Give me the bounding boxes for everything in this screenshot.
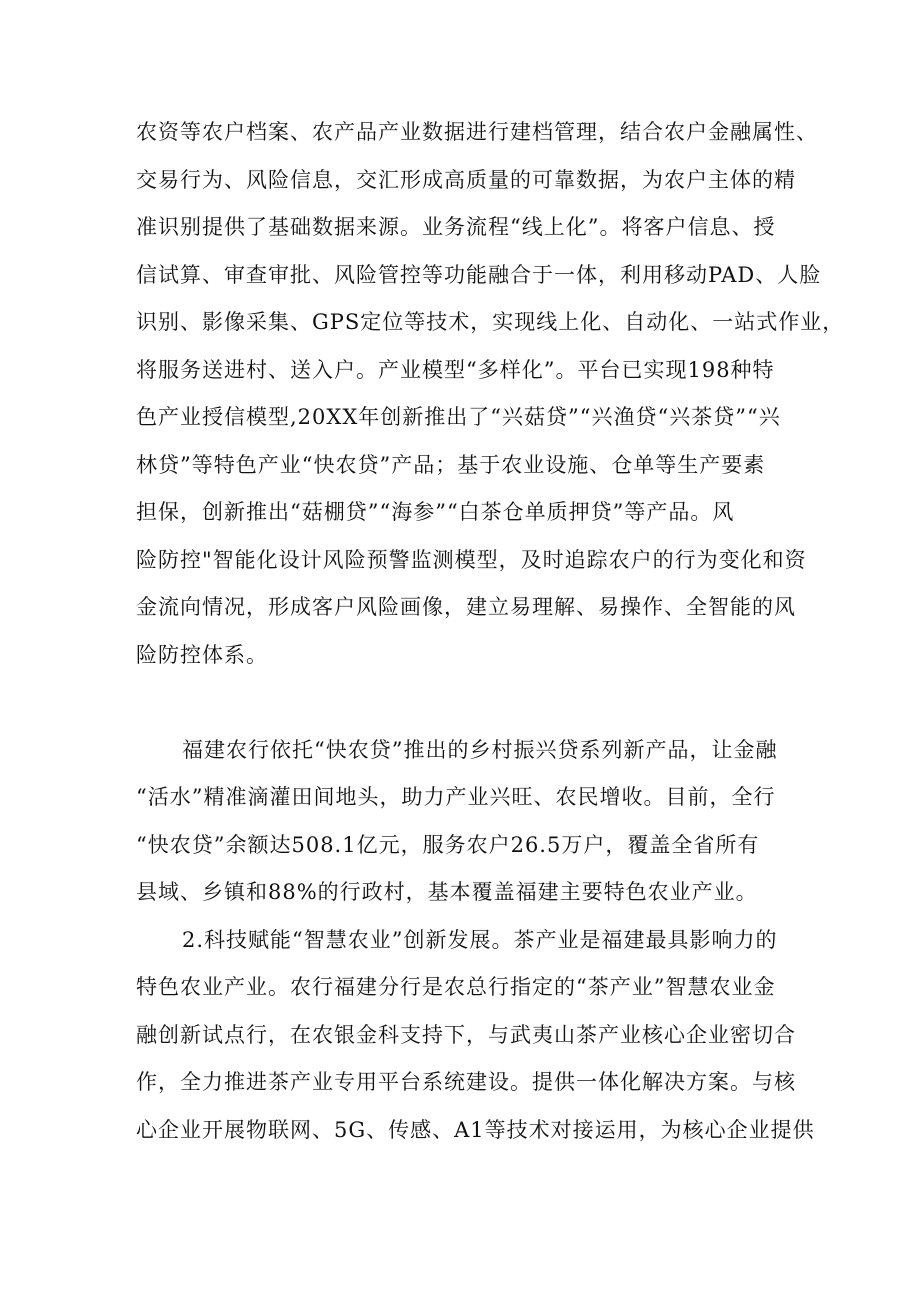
text-line: “活水”精准滴灌田间地头，助力产业兴旺、农民增收。目前，全行 — [136, 785, 776, 809]
text-line: 心企业开展物联网、5G、传感、A1等技术对接运用，为核心企业提供 — [136, 1118, 815, 1142]
text-line: 作，全力推进茶产业专用平台系统建设。提供一体化解决方案。与核 — [136, 1070, 796, 1094]
text-line: 险防控"智能化设计风险预警监测模型，及时追踪农户的行为变化和资 — [136, 548, 807, 572]
text-line: 色产业授信模型,20XX年创新推出了“兴菇贷”“兴渔贷“兴茶贷”“兴 — [136, 405, 781, 429]
text-line: 县域、乡镇和88%的行政村，基本覆盖福建主要特色农业产业。 — [136, 880, 758, 904]
text-line: 将服务送进村、送入户。产业模型“多样化”。平台已实现198种特 — [136, 358, 775, 382]
text-line: “快农贷”余额达508.1亿元，服务农户26.5万户，覆盖全省所有 — [136, 833, 760, 857]
text-line: 担保，创新推出“菇棚贷”“海参”“白茶仓单质押贷”等产品。风 — [136, 500, 735, 524]
text-line: 林贷”等特色产业“快农贷”产品；基于农业设施、仓单等生产要素 — [136, 453, 766, 477]
text-line: 信试算、审查审批、风险管控等功能融合于一体，利用移动PAD、人脸 — [136, 263, 822, 287]
text-line: 金流向情况，形成客户风险画像，建立易理解、易操作、全智能的风 — [136, 595, 796, 619]
text-line: 2.科技赋能“智慧农业”创新发展。茶产业是福建最具影响力的 — [182, 928, 778, 952]
text-line: 识别、影像采集、GPS定位等技术，实现线上化、自动化、一站式作业， — [136, 310, 845, 334]
text-line: 农资等农户档案、农产品产业数据进行建档管理，结合农户金融属性、 — [136, 120, 818, 144]
text-line: 特色农业产业。农行福建分行是农总行指定的“茶产业”智慧农业金 — [136, 975, 776, 999]
text-line: 福建农行依托“快农贷”推出的乡村振兴贷系列新产品，让金融 — [182, 738, 778, 762]
text-line: 交易行为、风险信息，交汇形成高质量的可靠数据，为农户主体的精 — [136, 168, 796, 192]
text-line: 融创新试点行，在农银金科支持下，与武夷山茶产业核心企业密切合 — [136, 1023, 796, 1047]
text-line: 准识别提供了基础数据来源。业务流程“线上化”。将客户信息、授 — [136, 215, 776, 239]
text-line: 险防控体系。 — [136, 643, 268, 667]
